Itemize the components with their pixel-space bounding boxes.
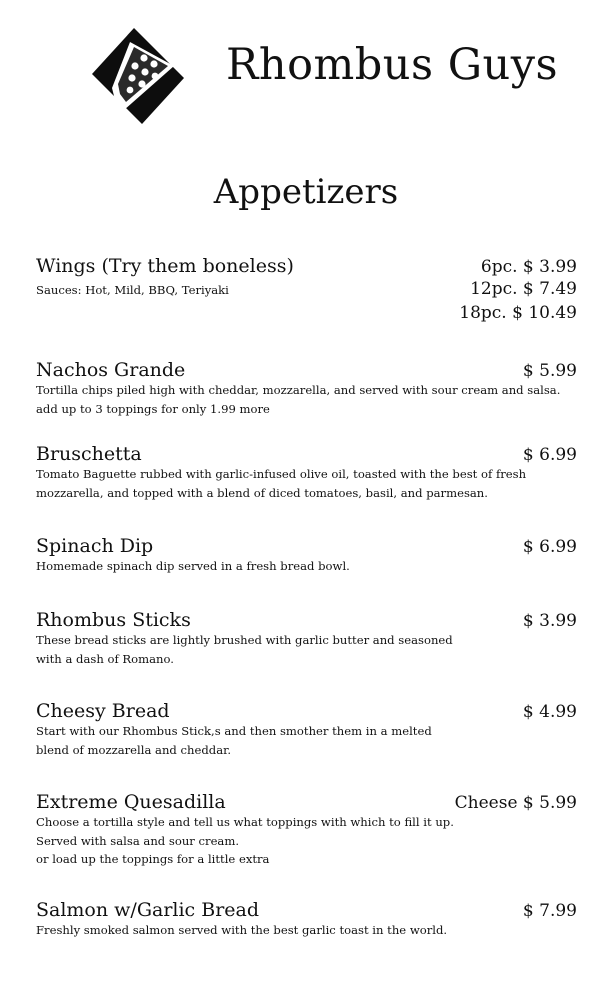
- menu-item-wings: [36, 255, 577, 325]
- description-line: or load up the toppings for a little extra: [36, 852, 270, 866]
- item-description: [36, 631, 577, 668]
- item-name: Bruschetta: [36, 443, 142, 465]
- item-name: Cheesy Bread: [36, 700, 170, 722]
- description-line: Tomato Baguette rubbed with garlic-infused olive oil, toasted with the best of fresh: [36, 467, 527, 481]
- description-line: Tortilla chips piled high with cheddar, mozzarella, and served with sour cream and salsa.: [36, 383, 561, 397]
- description-line: Served with salsa and sour cream.: [36, 833, 240, 848]
- description-line: blend of mozzarella and cheddar.: [36, 742, 232, 757]
- item-price: $ 6.99: [522, 445, 577, 465]
- menu-item-salmon-garlic-bread: [36, 899, 577, 940]
- item-price: $ 5.99: [522, 361, 577, 381]
- item-price: 6pc. $ 3.99: [480, 257, 577, 277]
- item-price: $ 4.99: [522, 702, 577, 722]
- item-name: Wings (Try them boneless): [36, 255, 294, 277]
- item-name: Nachos Grande: [36, 359, 186, 381]
- item-description: [36, 557, 577, 576]
- item-name: Salmon w/Garlic Bread: [36, 899, 260, 921]
- pizza-slice-rhombus-icon: [88, 28, 188, 128]
- menu-item-spinach-dip: [36, 535, 577, 576]
- section-title: Appetizers: [213, 172, 399, 212]
- item-price: 18pc. $ 10.49: [459, 303, 577, 323]
- item-description: [36, 722, 577, 759]
- description-line: mozzarella, and topped with a blend of diced tomatoes, basil, and parmesan.: [36, 485, 488, 500]
- description-line: with a dash of Romano.: [36, 651, 174, 666]
- description-line: These bread sticks are lightly brushed with garlic butter and seasoned: [36, 633, 453, 647]
- description-line: Homemade spinach dip served in a fresh bread bowl.: [36, 559, 350, 573]
- item-description: [36, 465, 577, 502]
- item-name: Rhombus Sticks: [36, 609, 191, 631]
- item-description: [36, 277, 229, 300]
- item-name: Extreme Quesadilla: [36, 791, 226, 813]
- item-description: [36, 921, 577, 940]
- restaurant-name: Rhombus Guys: [226, 40, 559, 90]
- item-price: $ 7.99: [522, 901, 577, 921]
- item-description: [36, 381, 577, 418]
- description-line: add up to 3 toppings for only 1.99 more: [36, 401, 270, 416]
- extra-prices: [459, 277, 577, 325]
- menu-item-bruschetta: [36, 443, 577, 502]
- description-line: Freshly smoked salmon served with the best garlic toast in the world.: [36, 923, 448, 937]
- item-price: 12pc. $ 7.49: [470, 279, 577, 299]
- description-line: Choose a tortilla style and tell us what toppings with which to fill it up.: [36, 815, 454, 829]
- item-description: [36, 813, 577, 869]
- item-price: $ 6.99: [522, 537, 577, 557]
- menu-item-extreme-quesadilla: [36, 791, 577, 869]
- item-name: Spinach Dip: [36, 535, 154, 557]
- description-line: Start with our Rhombus Stick,s and then smother them in a melted: [36, 724, 432, 738]
- menu-item-nachos: [36, 359, 577, 418]
- description-line: Sauces: Hot, Mild, BBQ, Teriyaki: [36, 283, 229, 297]
- menu-item-rhombus-sticks: [36, 609, 577, 668]
- item-price: Cheese $ 5.99: [454, 793, 577, 813]
- menu-item-cheesy-bread: [36, 700, 577, 759]
- item-price: $ 3.99: [522, 611, 577, 631]
